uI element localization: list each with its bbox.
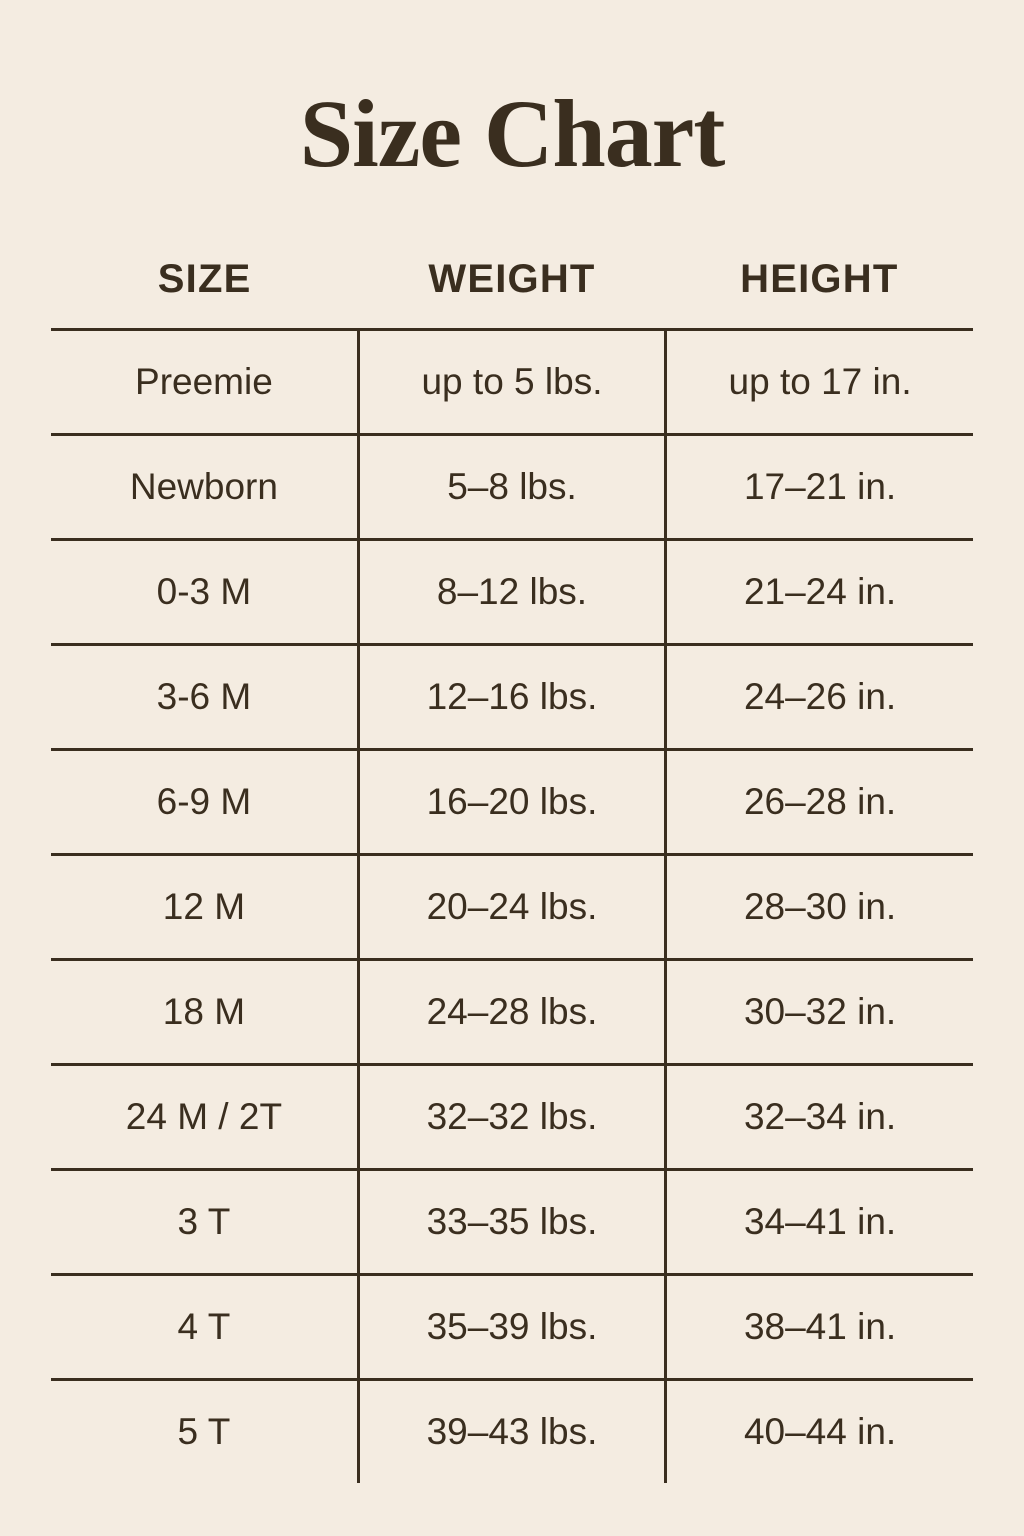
table-row [51,1170,973,1275]
cell-weight: 12–16 lbs. [358,645,665,750]
table-row [51,435,973,540]
cell-size: 24 M / 2T [51,1065,358,1170]
table-row [51,1065,973,1170]
cell-size: 5 T [177,1411,231,1452]
column-header-weight: WEIGHT [358,256,665,330]
cell-size: Preemie [51,330,358,435]
cell-height: 26–28 in. [666,750,973,855]
size-chart-table [51,256,973,1483]
cell-weight: 8–12 lbs. [358,540,665,645]
cell-size: 4 T [51,1275,358,1380]
cell-height: 34–41 in. [666,1170,973,1275]
cell-weight: 20–24 lbs. [358,855,665,960]
cell-size: 0-3 M [51,540,358,645]
table-row [51,1275,973,1380]
table-row [51,1380,973,1484]
cell-size: 3-6 M [51,645,358,750]
cell-size: 6-9 M [51,750,358,855]
cell-height: 24–26 in. [666,645,973,750]
cell-weight: 24–28 lbs. [358,960,665,1065]
cell-size: 18 M [51,960,358,1065]
cell-size: Newborn [51,435,358,540]
cell-weight: 16–20 lbs. [358,750,665,855]
cell-height: 17–21 in. [666,435,973,540]
column-header-height: HEIGHT [666,256,973,330]
table-row [51,750,973,855]
table-header [51,256,973,330]
table-row [51,540,973,645]
table-row [51,645,973,750]
cell-weight: 5–8 lbs. [358,435,665,540]
cell-height: 21–24 in. [666,540,973,645]
cell-height: 32–34 in. [666,1065,973,1170]
column-header-size: SIZE [51,256,358,330]
cell-height: 30–32 in. [666,960,973,1065]
cell-weight: 33–35 lbs. [358,1170,665,1275]
cell-height: 28–30 in. [666,855,973,960]
page-title: Size Chart [299,80,725,187]
table-header-row [51,256,973,330]
cell-size: 12 M [51,855,358,960]
cell-height: up to 17 in. [666,330,973,435]
table-row [51,960,973,1065]
cell-height: 38–41 in. [666,1275,973,1380]
cell-weight: 39–43 lbs. [358,1380,665,1484]
cell-weight: 35–39 lbs. [358,1275,665,1380]
table-body [51,330,973,1484]
table-row [51,855,973,960]
cell-weight: 32–32 lbs. [358,1065,665,1170]
table-row [51,330,973,435]
cell-weight: up to 5 lbs. [358,330,665,435]
cell-height: 40–44 in. [743,1411,897,1452]
cell-size: 3 T [51,1170,358,1275]
